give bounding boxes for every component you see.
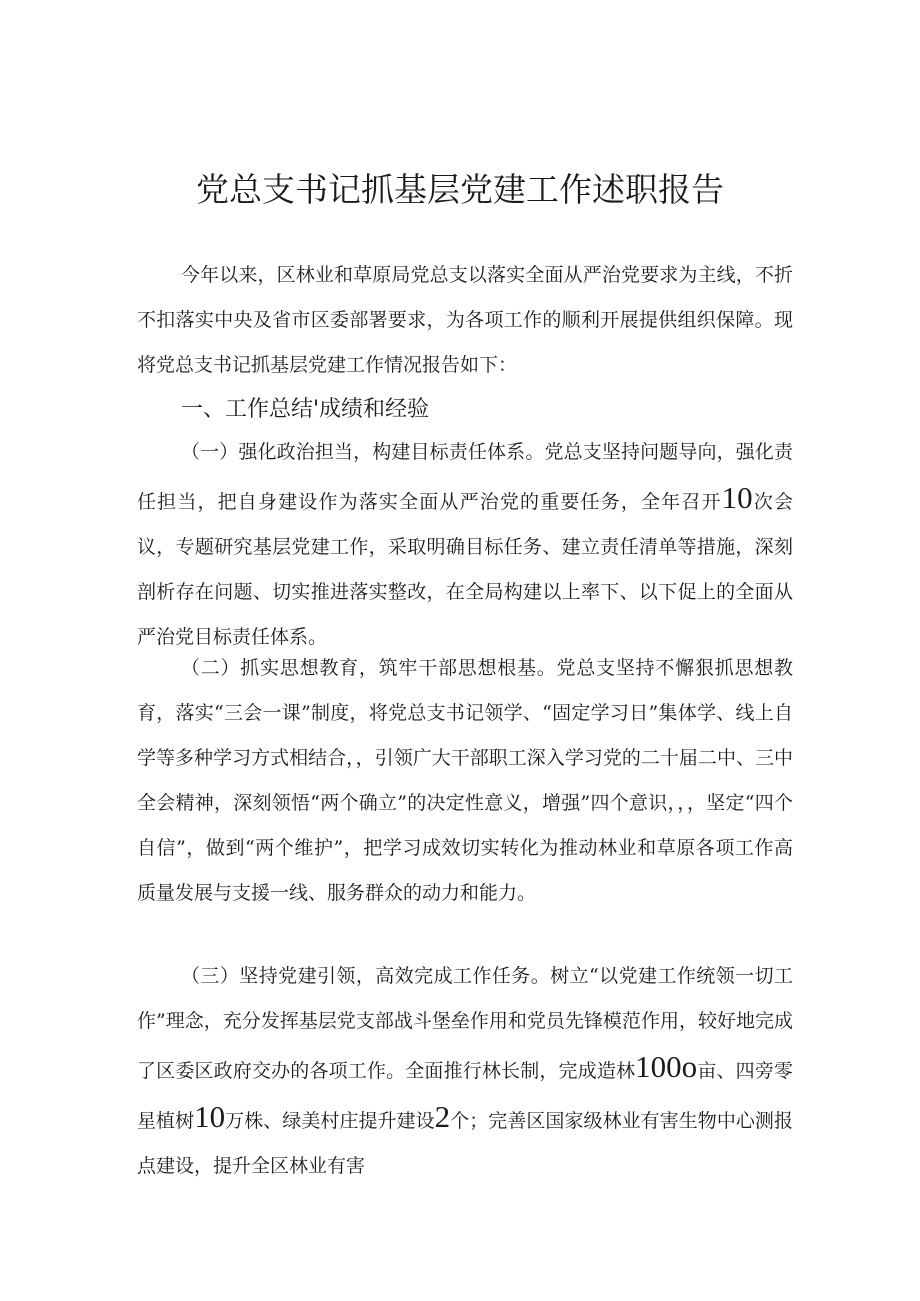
meeting-count: 10	[721, 480, 753, 515]
intro-paragraph: 今年以来，区林业和草原局党总支以落实全面从严治党要求为主线，不折不扣落实中央及省市区委部署要求，为各项工作的顺利开展提供组织保障。现将党总支书记抓基层党建工作情况报告如下：	[137, 264, 793, 376]
tree-count: 10	[194, 1099, 226, 1134]
document-title: 党总支书记抓基层党建工作述职报告	[196, 170, 724, 209]
item-3-text-c: 万株、绿美村庄提升建设	[225, 1110, 435, 1132]
item-3-text-b: 亩、四旁零星植树	[137, 1060, 793, 1132]
item-3-text-a: （三）坚持党建引领，高效完成工作任务。树立“以党建工作统领一切工作”理念，充分发挥基层党支部战斗堡垒作用和党员先锋模范作用，较好地完成了区委区政府交办的各项工作。全面推行林长制，完成造林	[137, 965, 793, 1082]
paragraph-item-2: （二）抓实思想教育，筑牢干部思想根基。党总支坚持不懈狠抓思想教育，落实“三会一课”制度，将党总支书记领学、“固定学习日”集体学、线上自学等多种学习方式相结合，，引领广大干部职工深入学习党的二十届二中、三中全会精神，深刻领悟“两个确立”的决定性意义，增强”四个意识，，，坚定“四个自信”，做到“两个维护”，把学习成效切实转化为推动林业和草原各项工作高质量发展与支援一线、服务群众的动力和能力。	[137, 657, 793, 904]
paragraph-item-1	[137, 430, 793, 660]
afforestation-area: 100o	[635, 1049, 698, 1084]
item-3-text-d: 个；完善区国家级林业有害生物中心测报点建设，提升全区林业有害	[137, 1110, 793, 1177]
item-1-text-a: （一）强化政治担当，构建目标责任体系。党总支坚持问题导向，强化责任担当，把自身建设作为落实全面从严治党的重要任务，全年召开	[137, 441, 793, 513]
section-heading: 一、工作总结'成绩和经验	[181, 397, 430, 422]
paragraph-item-3	[137, 954, 793, 1189]
item-1-text-b: 次会议，专题研究基层党建工作，采取明确目标任务、建立责任清单等措施，深刻剖析存在问题、切实推进落实整改，在全局构建以上率下、以下促上的全面从严治党目标责任体系。	[137, 491, 793, 648]
village-count: 2	[434, 1099, 451, 1134]
